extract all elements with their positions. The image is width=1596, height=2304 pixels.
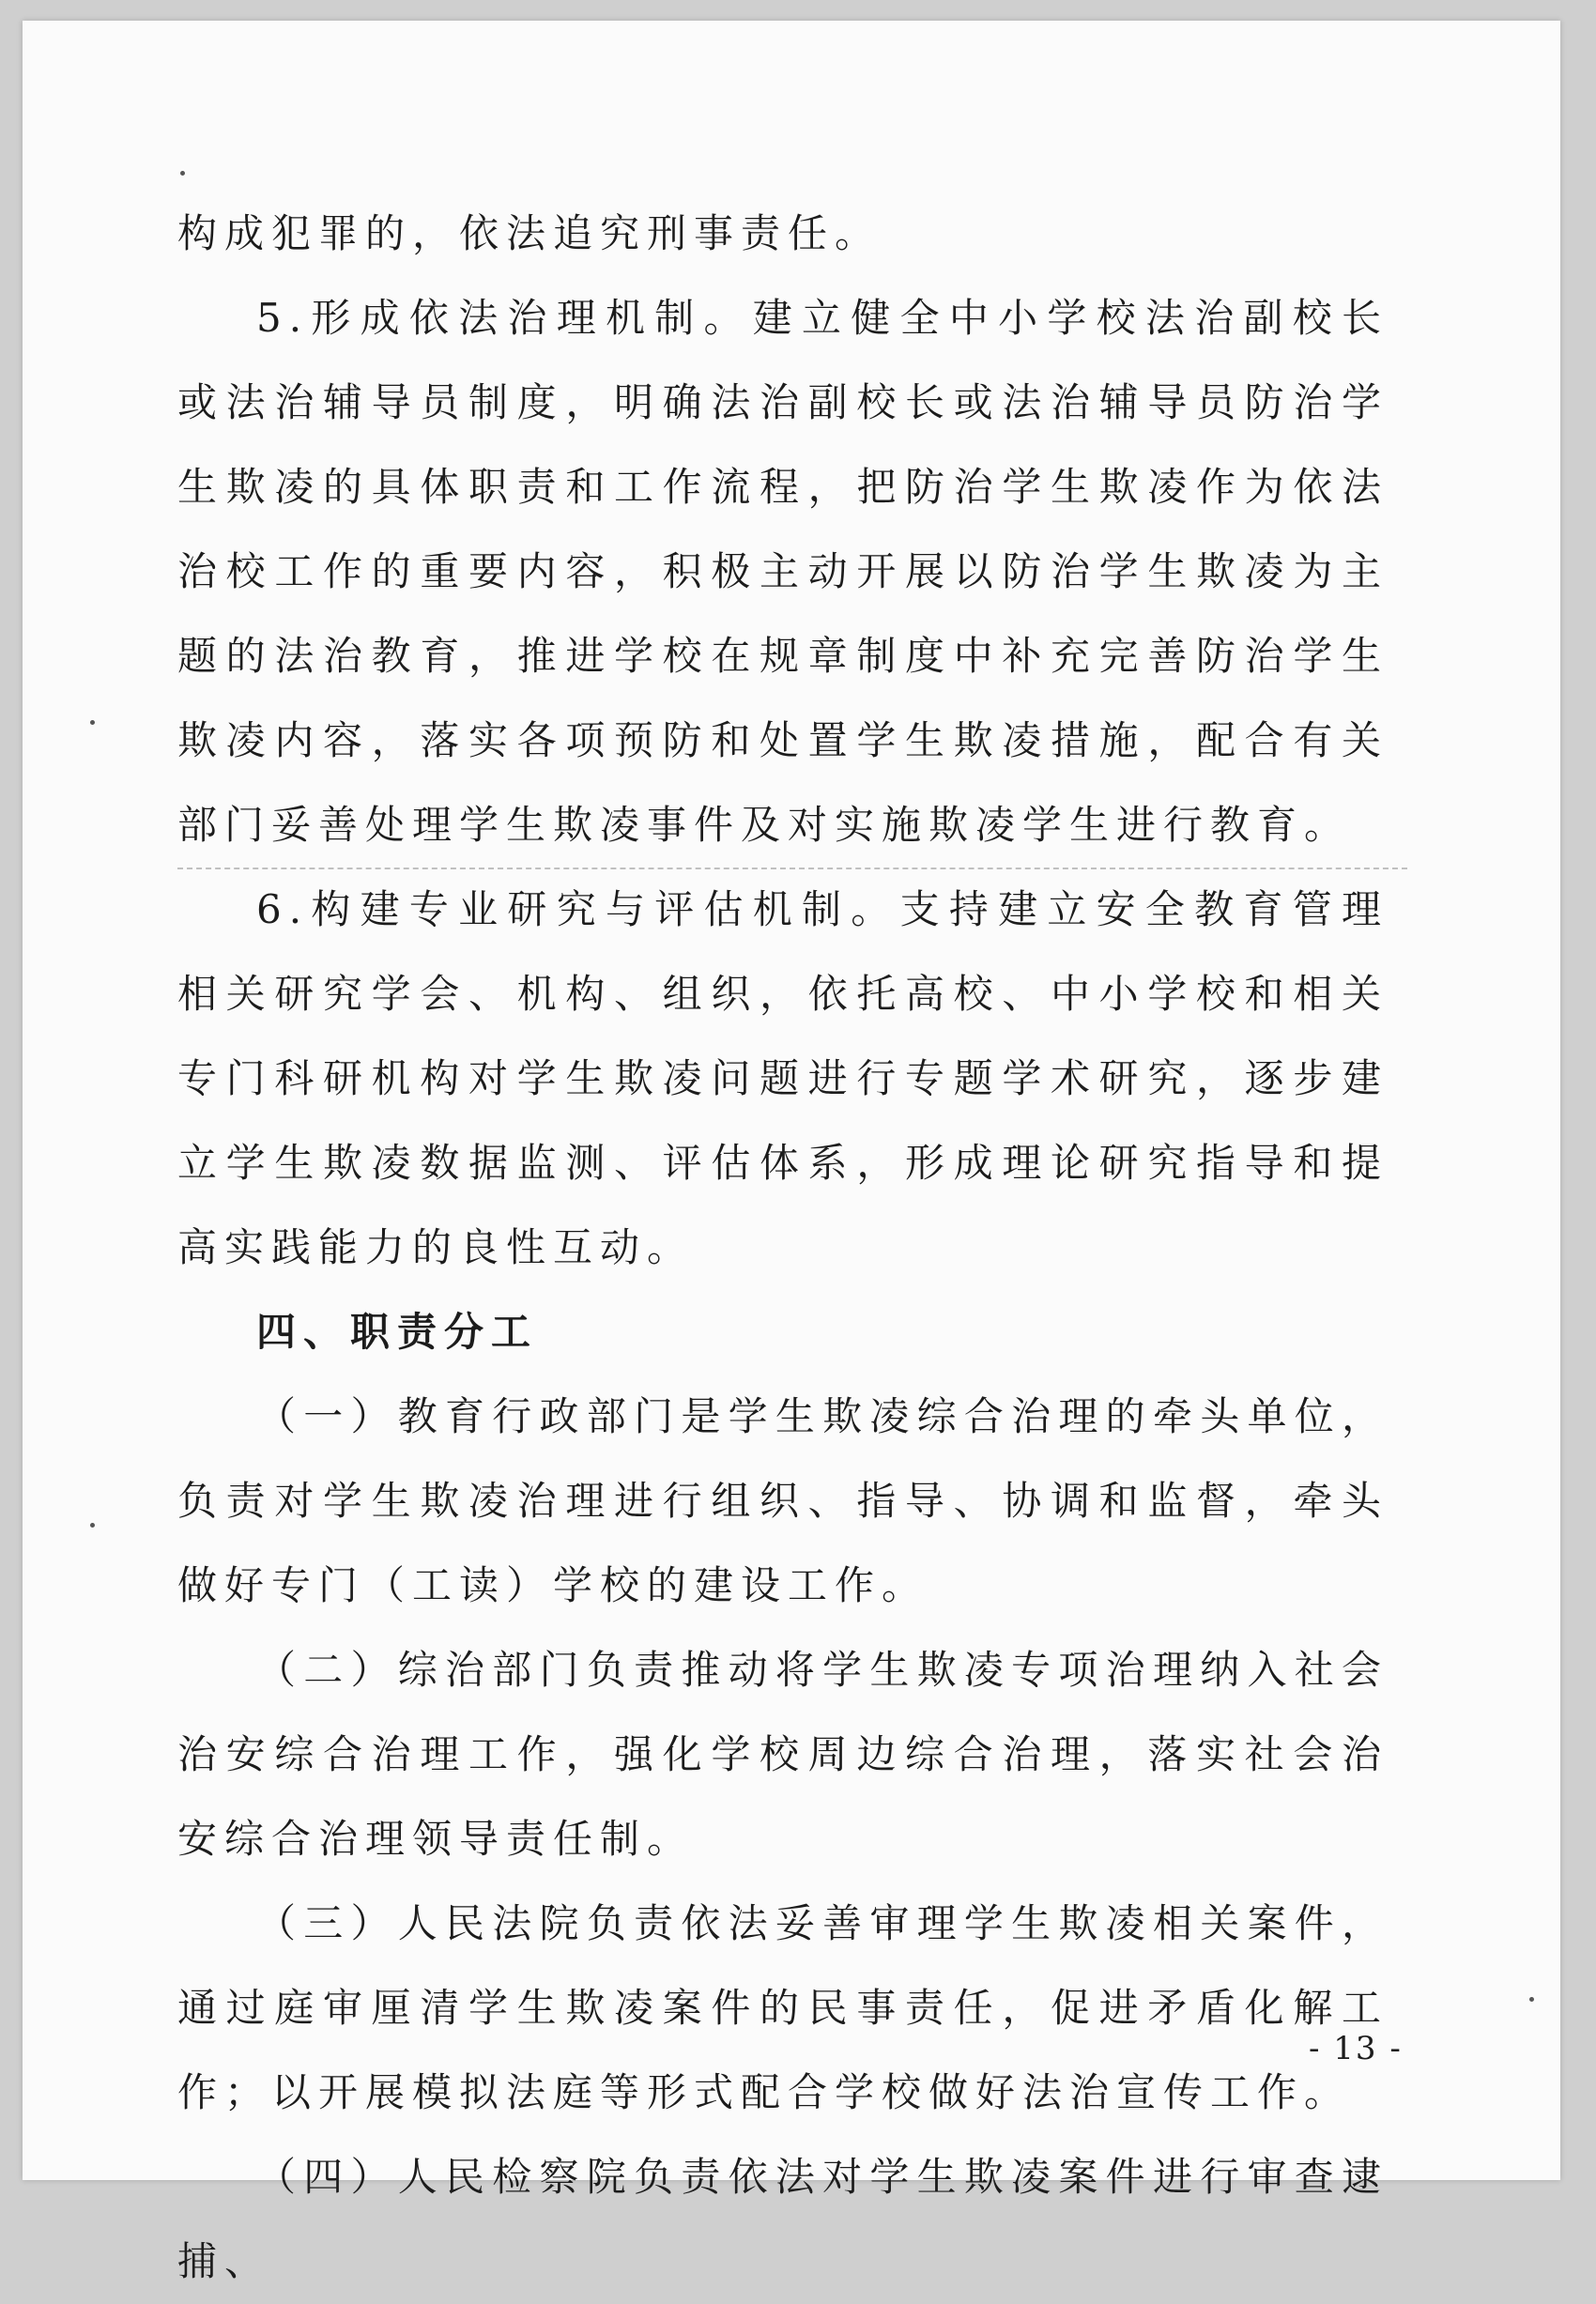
document-page [23,21,1560,2284]
scan-speck [90,720,95,725]
page-number: - 13 - [1309,2030,1403,2067]
scan-speck [90,1523,95,1528]
document-body [177,192,1389,2304]
paragraph-legal-mechanism: 5.形成依法治理机制。建立健全中小学校法治副校长或法治辅导员制度，明确法治副校长或法治辅导员防治学生欺凌的具体职责和工作流程，把防治学生欺凌作为依法治校工作的重要内容，积极主动开展以防治学生欺凌为主题的法治教育，推进学校在规章制度中补充完善防治学生欺凌内容，落实各项预防和处置学生欺凌措施，配合有关部门妥善处理学生欺凌事件及对实施欺凌学生进行教育。 [177,295,1389,848]
paragraph-comprehensive-dept: （二）综治部门负责推动将学生欺凌专项治理纳入社会治安综合治理工作，强化学校周边综合治理，落实社会治安综合治理领导责任制。 [177,1647,1389,1862]
paragraph-court: （三）人民法院负责依法妥善审理学生欺凌相关案件，通过庭审厘清学生欺凌案件的民事责任，促进矛盾化解工作；以开展模拟法庭等形式配合学校做好法治宣传工作。 [177,1900,1389,2115]
paragraph-procuratorate: （四）人民检察院负责依法对学生欺凌案件进行审查逮捕、 [177,2154,1389,2284]
scan-speck [1529,1997,1534,2002]
paragraph-education-dept: （一）教育行政部门是学生欺凌综合治理的牵头单位，负责对学生欺凌治理进行组织、指导、协调和监督，牵头做好专门（工读）学校的建设工作。 [177,1393,1389,1608]
paragraph-research-mechanism: 6.构建专业研究与评估机制。支持建立安全教育管理相关研究学会、机构、组织，依托高校、中小学校和相关专门科研机构对学生欺凌问题进行专题学术研究，逐步建立学生欺凌数据监测、评估体系，形成理论研究指导和提高实践能力的良性互动。 [177,886,1389,1270]
section-heading: 四、职责分工 [256,1309,539,1355]
paragraph-continuation: 构成犯罪的，依法追究刑事责任。 [177,210,882,256]
scan-speck [180,171,185,176]
